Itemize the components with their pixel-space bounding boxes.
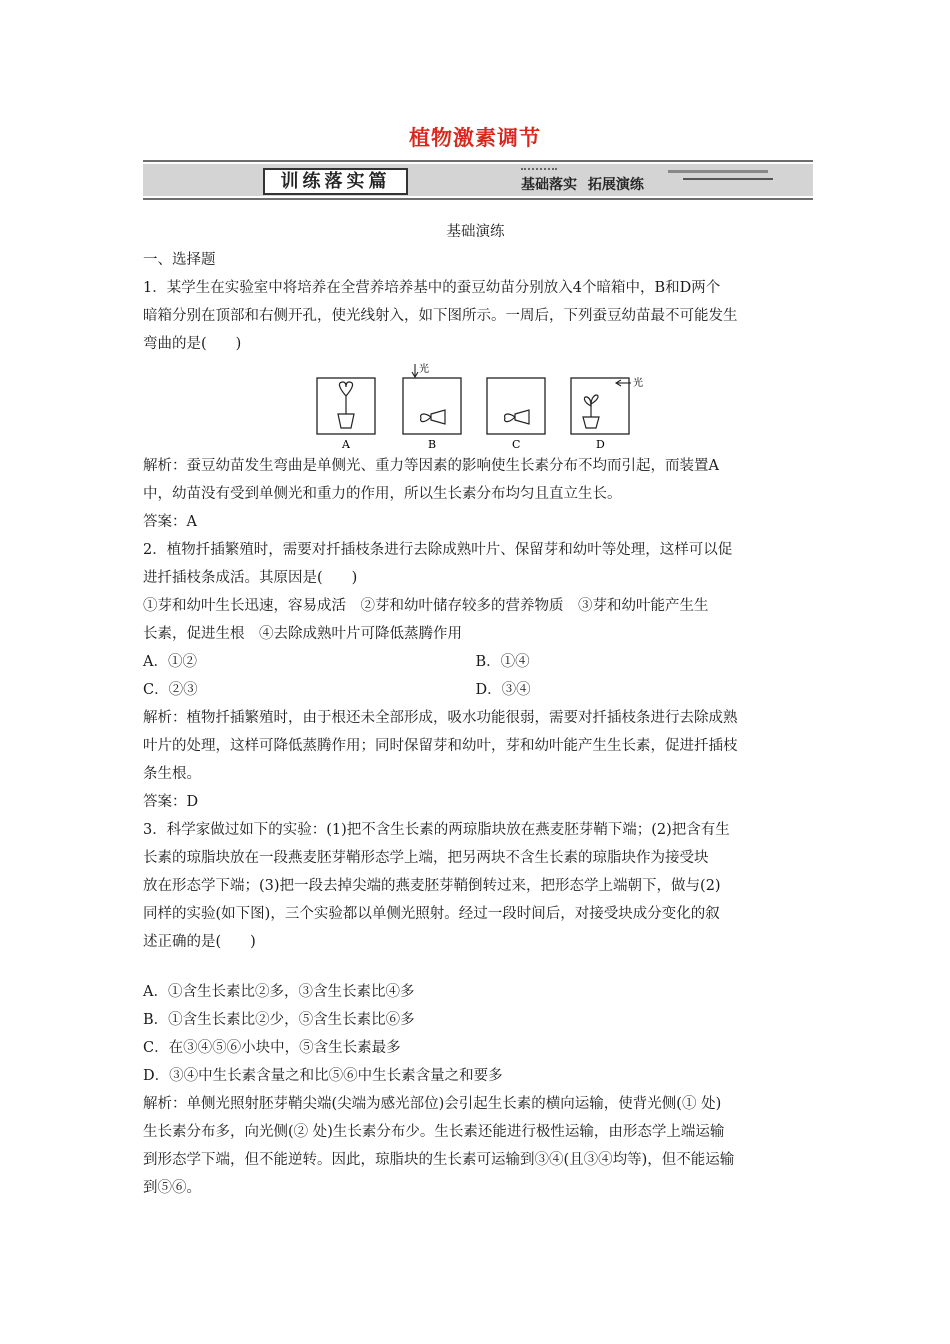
box-b — [403, 378, 461, 434]
part-heading: 一、选择题 — [143, 252, 216, 268]
q2-answer: 答案：D — [143, 794, 199, 810]
banner-subtitle: 基础落实 拓展演练 — [521, 177, 644, 193]
light-label-d: 光 — [633, 378, 643, 389]
q2-option-b: B．①④ — [475, 654, 530, 670]
q3-option-a: A．①含生长素比②多，③含生长素比④多 — [143, 984, 415, 1000]
box-d — [571, 378, 629, 434]
q3-option-d: D．③④中生长素含量之和比⑤⑥中生长素含量之和要多 — [143, 1068, 503, 1084]
light-label-b: 光 — [419, 364, 429, 375]
banner-dots — [521, 168, 557, 170]
box-c — [487, 378, 545, 434]
pot-a — [338, 414, 354, 428]
q2-analysis-line: 解析：植物扦插繁殖时，由于根还未全部形成，吸水功能很弱，需要对扦插枝条进行去除成熟 — [143, 710, 738, 726]
document-body — [143, 218, 808, 1202]
banner-label: 训练落实篇 — [263, 168, 408, 195]
q2-analysis-line: 条生根。 — [143, 766, 201, 782]
q3-stem-line: 3．科学家做过如下的实验：(1)把不含生长素的两琼脂块放在燕麦胚芽鞘下端；(2)把含有生 — [143, 822, 730, 838]
pot-c — [515, 410, 529, 424]
q3-analysis-line: 到形态学下端，但不能逆转。因此，琼脂块的生长素可运输到③④(且③④均等)，但不能运输 — [143, 1152, 735, 1168]
banner-top-rule — [143, 160, 813, 162]
q1-stem-line: 弯曲的是( ) — [143, 336, 242, 352]
page-title: 植物激素调节 — [409, 126, 541, 150]
q1-answer: 答案：A — [143, 514, 197, 530]
label-c: C — [512, 438, 521, 450]
section-heading: 基础演练 — [446, 224, 505, 240]
label-b: B — [428, 438, 437, 450]
q3-analysis-line: 到⑤⑥。 — [143, 1180, 201, 1196]
pot-d — [583, 417, 599, 428]
q3-option-c: C．在③④⑤⑥小块中，⑤含生长素最多 — [143, 1040, 401, 1056]
q3-analysis-line: 解析：单侧光照射胚芽鞘尖端(尖端为感光部位)会引起生长素的横向运输，使背光侧(① 处) — [143, 1096, 722, 1112]
q2-analysis-line: 叶片的处理，这样可降低蒸腾作用；同时保留芽和幼叶，芽和幼叶能产生生长素，促进扦插枝 — [143, 738, 738, 754]
q1-analysis-line: 解析：蚕豆幼苗发生弯曲是单侧光、重力等因素的影响使生长素分布不均而引起，而装置A — [143, 458, 719, 474]
q3-figure-gap — [143, 956, 808, 978]
section-banner — [143, 160, 813, 202]
label-a: A — [342, 438, 350, 450]
q2-option-d: D．③④ — [475, 682, 531, 698]
q3-stem-line: 述正确的是( ) — [143, 934, 256, 950]
q3-analysis-line: 生长素分布多，向光侧(② 处)生长素分布少。生长素还能进行极性运输，由形态学上端运输 — [143, 1124, 725, 1140]
q2-option-c: C．②③ — [143, 682, 198, 698]
leaf-c — [505, 414, 515, 422]
label-d: D — [596, 438, 605, 450]
q3-option-b: B．①含生长素比②少，⑤含生长素比⑥多 — [143, 1012, 415, 1028]
q3-stem-line: 长素的琼脂块放在一段燕麦胚芽鞘形态学上端，把另两块不含生长素的琼脂块作为接受块 — [143, 850, 709, 866]
banner-bottom-rule — [143, 198, 813, 200]
banner-background — [143, 164, 813, 196]
leaf-a — [339, 382, 352, 396]
seedling-boxes-diagram — [311, 362, 651, 450]
q2-stem-line: 进扦插枝条成活。其原因是( ) — [143, 570, 358, 586]
q2-items-line: 长素，促进生根 ④去除成熟叶片可降低蒸腾作用 — [143, 626, 462, 642]
q1-stem-line: 暗箱分别在顶部和右侧开孔，使光线射入，如下图所示。一周后，下列蚕豆幼苗最不可能发生 — [143, 308, 738, 324]
banner-arrow-line — [683, 178, 773, 180]
q3-stem-line: 放在形态学下端；(3)把一段去掉尖端的燕麦胚芽鞘倒转过来，把形态学上端朝下，做与(2) — [143, 878, 721, 894]
q2-items-line: ①芽和幼叶生长迅速，容易成活 ②芽和幼叶储存较多的营养物质 ③芽和幼叶能产生生 — [143, 598, 709, 614]
q2-options-row — [143, 676, 808, 704]
leaf-d-right — [591, 395, 598, 404]
leaf-d-left — [584, 397, 591, 406]
q1-stem-line: 1．某学生在实验室中将培养在全营养培养基中的蚕豆幼苗分别放入4个暗箱中，B和D两个 — [143, 280, 721, 296]
q1-figure — [143, 358, 808, 452]
q2-options-row — [143, 648, 808, 676]
q2-stem-line: 2．植物扦插繁殖时，需要对扦插枝条进行去除成熟叶片、保留芽和幼叶等处理，这样可以促 — [143, 542, 733, 558]
q3-stem-line: 同样的实验(如下图)，三个实验都以单侧光照射。经过一段时间后，对接受块成分变化的叙 — [143, 906, 720, 922]
q1-analysis-line: 中，幼苗没有受到单侧光和重力的作用，所以生长素分布均匀且直立生长。 — [143, 486, 622, 502]
banner-stripe — [668, 170, 768, 173]
leaf-b — [421, 414, 431, 422]
pot-b — [431, 410, 445, 424]
q2-option-a: A．①② — [143, 654, 197, 670]
